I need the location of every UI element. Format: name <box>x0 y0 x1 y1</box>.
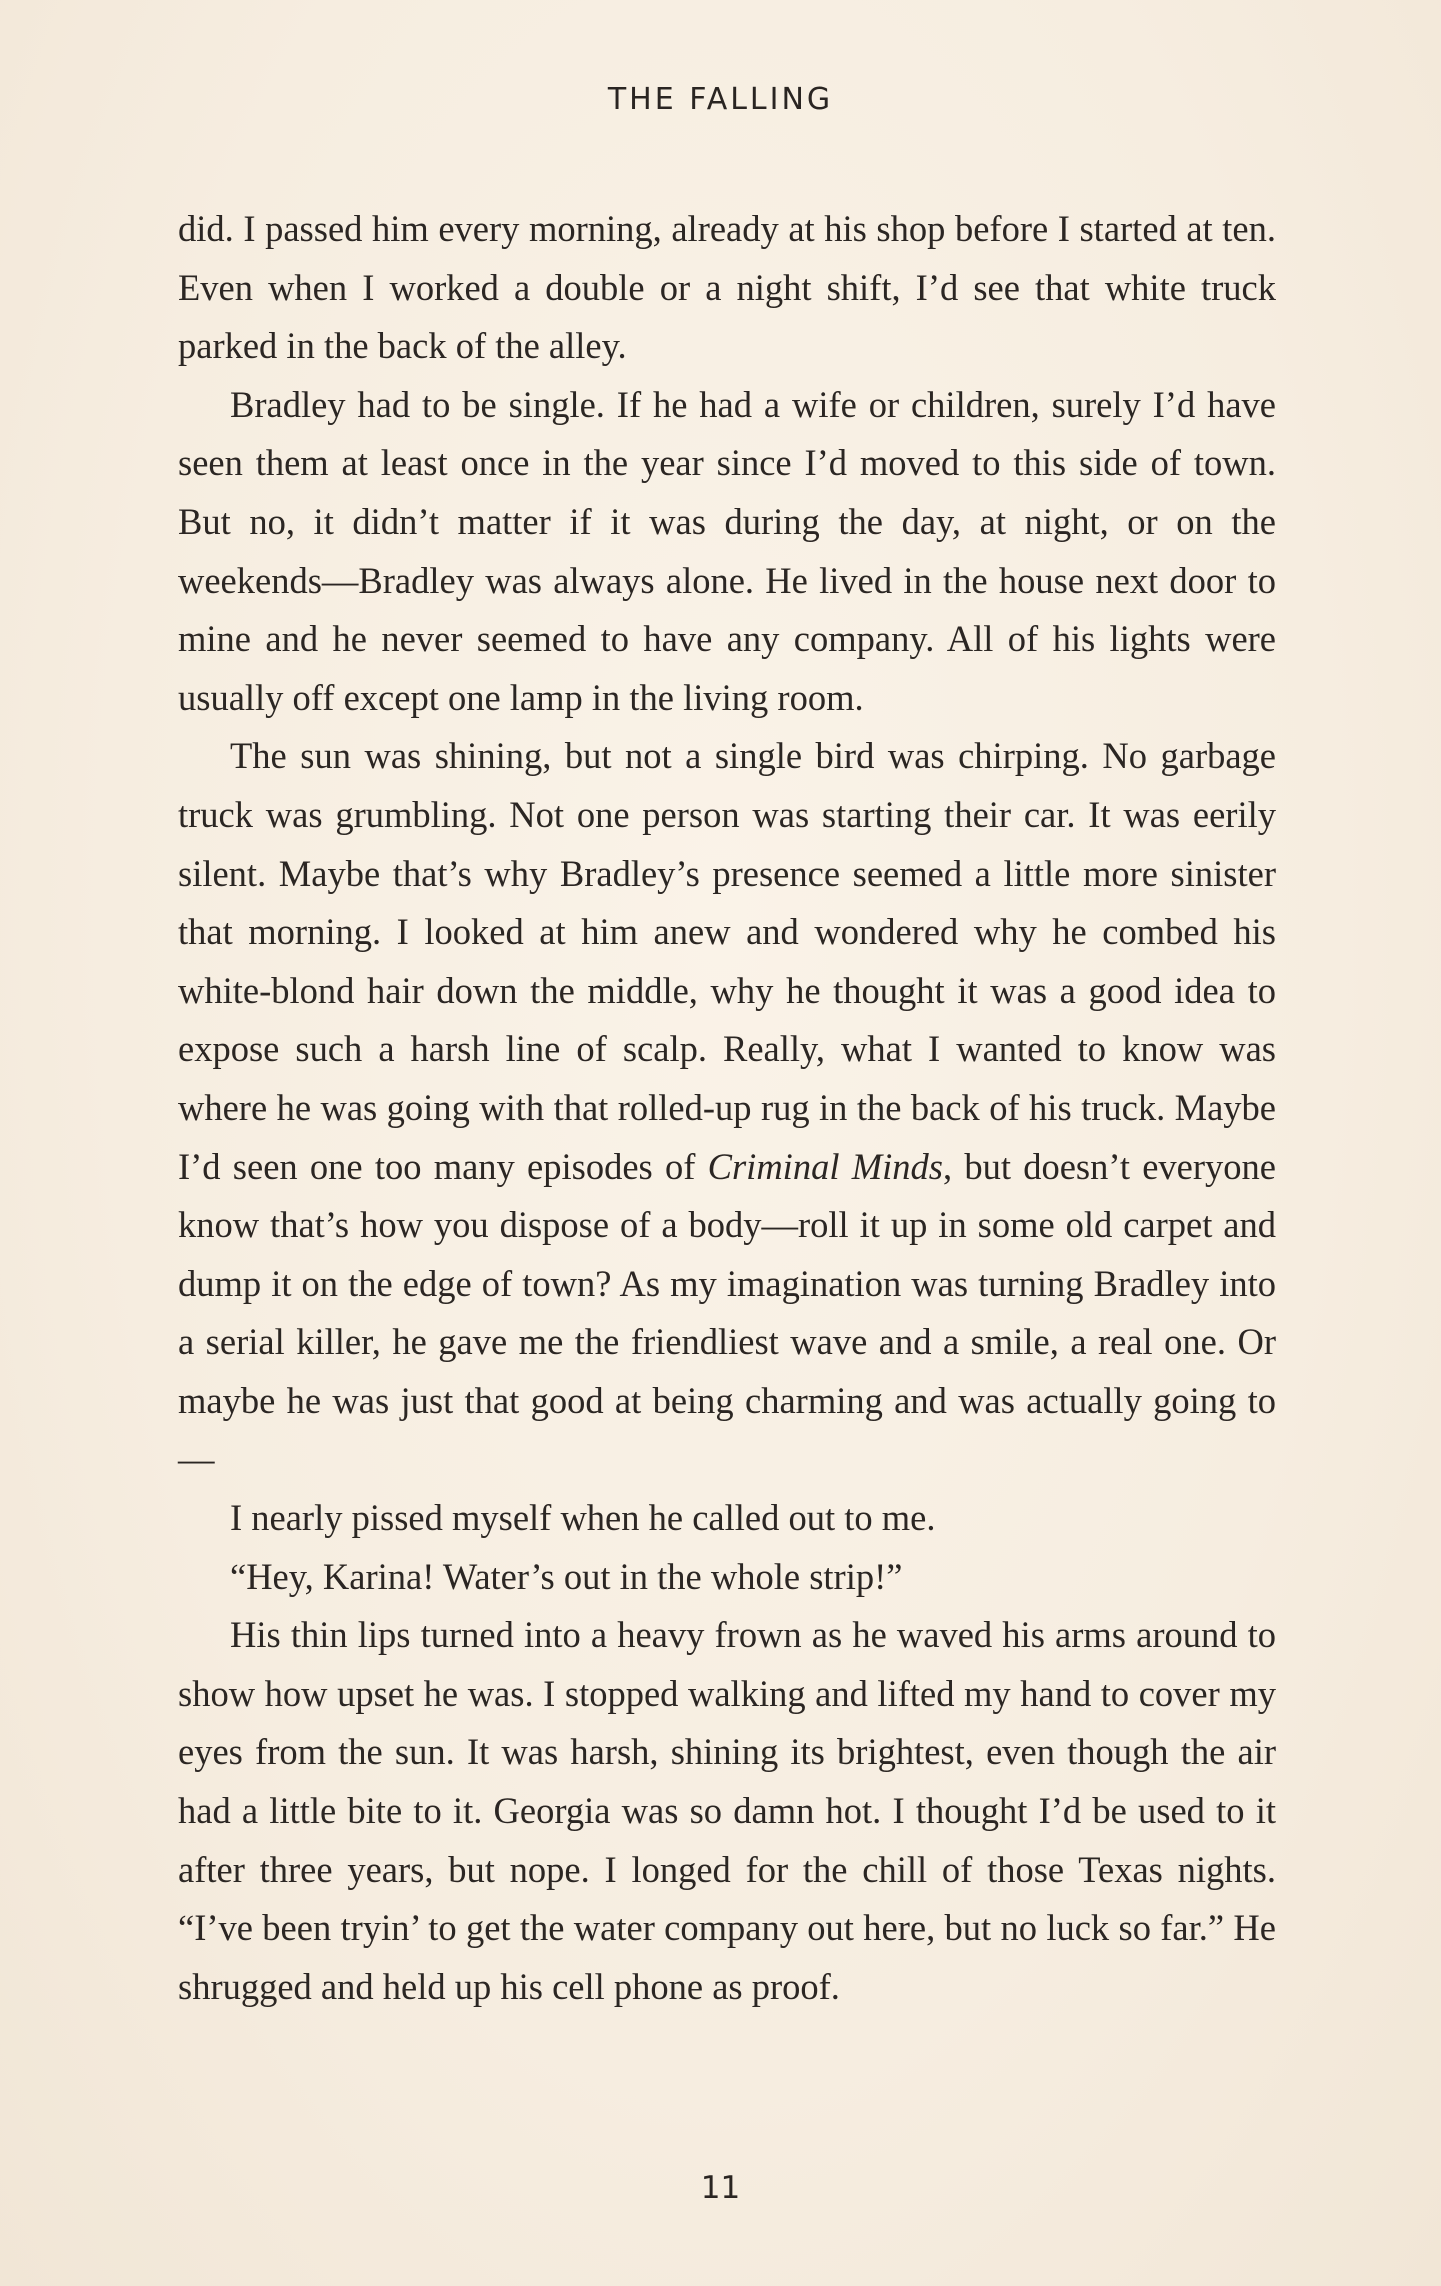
book-title-italic: Criminal Minds <box>707 1145 943 1187</box>
running-head: THE FALLING <box>607 82 834 117</box>
paragraph-1: did. I passed him every morning, already at his shop before I started at ten. Even when I worked a double or a night shift, I’d see that white truck parked in the back of the alley. <box>178 208 1276 367</box>
page-number: 11 <box>700 2170 741 2206</box>
body-text <box>178 200 1276 2016</box>
paragraph-3 <box>178 727 1276 1489</box>
paragraph-3-part-1: The sun was shining, but not a single bird was chirping. No garbage truck was grumbling. Not one person was starting their car. It was eerily silent. Maybe that’s why Bradley’s presence seemed a little more sinister that morning. I looked at him anew and wondered why he combed his white-blond hair down the middle, why he thought it was a good idea to expose such a harsh line of scalp. Really, what I wanted to know was where he was going with that rolled-up rug in the back of his truck. Maybe I’d seen one too many episodes of <box>178 735 1276 1187</box>
paragraph-2: Bradley had to be single. If he had a wife or children, surely I’d have seen them at least once in the year since I’d moved to this side of town. But no, it didn’t matter if it was during the day, at night, or on the weekends—Bradley was always alone. He lived in the house next door to mine and he never seemed to have any company. All of his lights were usually off except one lamp in the living room. <box>178 383 1276 718</box>
paragraph-4: I nearly pissed myself when he called out to me. <box>230 1497 936 1539</box>
paragraph-5: “Hey, Karina! Water’s out in the whole strip!” <box>230 1555 903 1597</box>
paragraph-6: His thin lips turned into a heavy frown as he waved his arms around to show how upset he was. I stopped walking and lifted my hand to cover my eyes from the sun. It was harsh, shining its brightest, even though the air had a little bite to it. Georgia was so damn hot. I thought I’d be used to it after three years, but nope. I longed for the chill of those Texas nights. “I’ve been tryin’ to get the water company out here, but no luck so far.” He shrugged and held up his cell phone as proof. <box>178 1614 1276 2007</box>
paragraph-3-part-2: , but doesn’t everyone know that’s how you dispose of a body—roll it up in some old carpet and dump it on the edge of town? As my imagination was turning Bradley into a serial killer, he gave me the friendliest wave and a smile, a real one. Or maybe he was just that good at being charming and was actually going to— <box>178 1145 1276 1480</box>
